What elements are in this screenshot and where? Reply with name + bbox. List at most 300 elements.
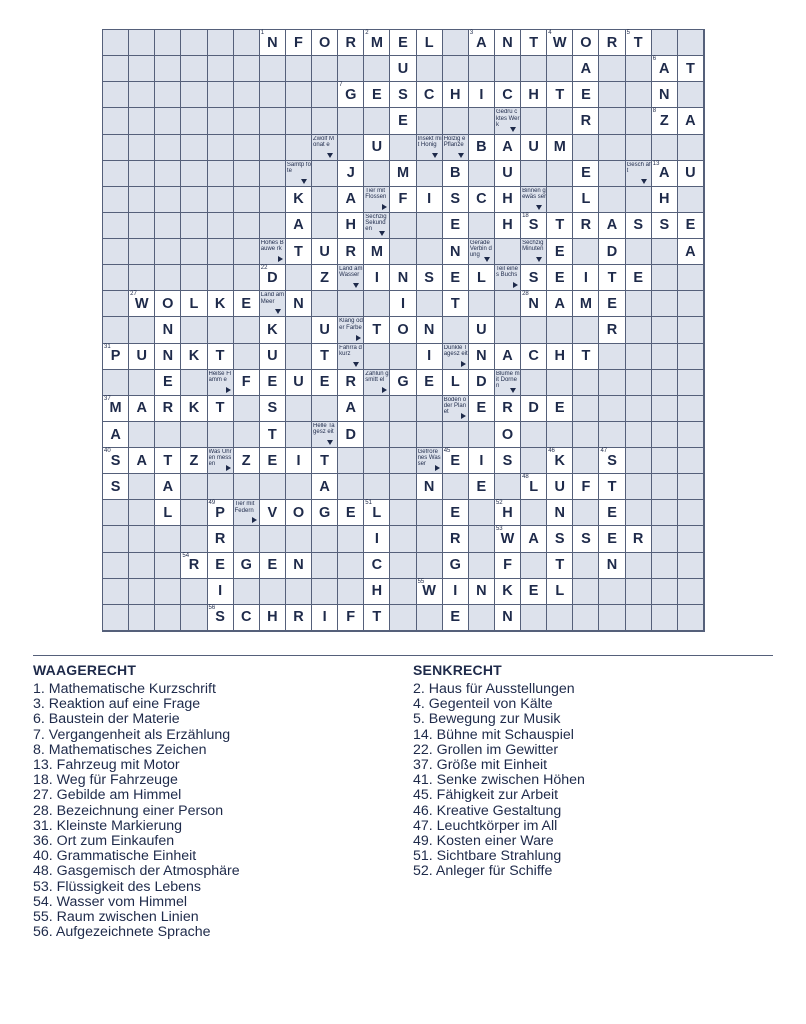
letter: I <box>296 452 301 469</box>
letter-cell[interactable] <box>469 82 495 108</box>
letter: H <box>502 504 513 521</box>
letter-cell[interactable] <box>469 344 495 370</box>
letter-cell[interactable] <box>547 265 573 291</box>
letter-cell[interactable] <box>547 474 573 500</box>
letter-cell[interactable] <box>390 82 416 108</box>
letter-cell[interactable] <box>521 474 547 500</box>
letter-cell[interactable] <box>129 291 155 317</box>
letter-cell[interactable] <box>599 239 625 265</box>
grid-cell-blank <box>599 108 625 134</box>
letter-cell[interactable] <box>547 448 573 474</box>
letter-cell[interactable] <box>390 108 416 134</box>
letter-cell[interactable] <box>129 448 155 474</box>
grid-cell-blank <box>312 579 338 605</box>
grid-cell-blank <box>364 422 390 448</box>
letter-cell[interactable] <box>573 82 599 108</box>
letter-cell[interactable] <box>390 56 416 82</box>
grid-cell-blank <box>390 239 416 265</box>
letter-cell[interactable] <box>234 605 260 631</box>
letter-cell[interactable] <box>103 448 129 474</box>
grid-cell-blank <box>260 108 286 134</box>
grid-cell-blank <box>652 396 678 422</box>
letter-cell[interactable] <box>573 213 599 239</box>
clue-cell-text: Samtp fote <box>286 161 311 174</box>
grid-cell-blank <box>678 605 704 631</box>
letter-cell[interactable] <box>338 30 364 56</box>
letter-cell[interactable] <box>155 448 181 474</box>
grid-cell-blank <box>260 579 286 605</box>
letter-cell[interactable] <box>338 396 364 422</box>
letter-cell[interactable] <box>495 82 521 108</box>
letter-cell[interactable] <box>208 605 234 631</box>
letter-cell[interactable] <box>599 526 625 552</box>
letter-cell[interactable] <box>155 291 181 317</box>
letter-cell[interactable] <box>338 82 364 108</box>
letter-cell[interactable] <box>599 553 625 579</box>
letter-cell[interactable] <box>417 187 443 213</box>
letter-cell[interactable] <box>495 187 521 213</box>
letter-cell[interactable] <box>652 161 678 187</box>
letter-cell[interactable] <box>573 161 599 187</box>
letter-cell[interactable] <box>573 56 599 82</box>
letter-cell[interactable] <box>103 344 129 370</box>
clue-cell <box>260 291 286 317</box>
letter-cell[interactable] <box>469 30 495 56</box>
letter-cell[interactable] <box>678 239 704 265</box>
letter-cell[interactable] <box>469 579 495 605</box>
letter-cell[interactable] <box>181 344 207 370</box>
letter-cell[interactable] <box>599 291 625 317</box>
letter-cell[interactable] <box>181 291 207 317</box>
clue-cell-text: Holzig e Pflanze <box>443 135 466 148</box>
letter-cell[interactable] <box>547 135 573 161</box>
clue-cell-text: Was Uhren messen <box>208 449 232 468</box>
clue-item: 55. Raum zwischen Linien <box>33 909 199 926</box>
letter-cell[interactable] <box>573 474 599 500</box>
letter-cell[interactable] <box>521 526 547 552</box>
letter-cell[interactable] <box>547 30 573 56</box>
letter-cell[interactable] <box>181 396 207 422</box>
letter-cell[interactable] <box>417 474 443 500</box>
letter-cell[interactable] <box>286 370 312 396</box>
letter-cell[interactable] <box>155 396 181 422</box>
clue-number: 51 <box>365 500 372 507</box>
letter-cell[interactable] <box>260 448 286 474</box>
letter-cell[interactable] <box>652 187 678 213</box>
letter: A <box>580 60 592 77</box>
letter-cell[interactable] <box>390 370 416 396</box>
grid-cell-blank <box>234 187 260 213</box>
letter-cell[interactable] <box>286 213 312 239</box>
letter-cell[interactable] <box>443 553 469 579</box>
letter-cell[interactable] <box>652 213 678 239</box>
letter-cell[interactable] <box>626 265 652 291</box>
letter: D <box>606 243 618 260</box>
letter-cell[interactable] <box>521 30 547 56</box>
letter-cell[interactable] <box>129 344 155 370</box>
letter-cell[interactable] <box>364 605 390 631</box>
letter-cell[interactable] <box>338 500 364 526</box>
grid-cell-blank <box>312 213 338 239</box>
letter-cell[interactable] <box>390 291 416 317</box>
letter-cell[interactable] <box>234 448 260 474</box>
arrow-right-icon <box>461 361 466 367</box>
letter-cell[interactable] <box>364 239 390 265</box>
letter-cell[interactable] <box>469 370 495 396</box>
letter-cell[interactable] <box>495 135 521 161</box>
letter: D <box>528 400 539 417</box>
grid-cell-blank <box>208 161 234 187</box>
grid-cell-blank <box>129 553 155 579</box>
letter-cell[interactable] <box>155 474 181 500</box>
letter-cell[interactable] <box>547 344 573 370</box>
letter-cell[interactable] <box>469 396 495 422</box>
letter-cell[interactable] <box>521 344 547 370</box>
grid-cell-blank <box>129 108 155 134</box>
letter-cell[interactable] <box>495 30 521 56</box>
letter-cell[interactable] <box>443 605 469 631</box>
letter-cell[interactable] <box>312 500 338 526</box>
letter-cell[interactable] <box>443 213 469 239</box>
letter-cell[interactable] <box>208 396 234 422</box>
letter-cell[interactable] <box>260 30 286 56</box>
letter: U <box>319 321 330 338</box>
letter-cell[interactable] <box>521 135 547 161</box>
grid-cell-blank <box>390 344 416 370</box>
letter: A <box>502 139 513 156</box>
letter-cell[interactable] <box>312 448 338 474</box>
letter-cell[interactable] <box>208 291 234 317</box>
clue-item: 13. Fahrzeug mit Motor <box>33 757 180 774</box>
letter-cell[interactable] <box>626 213 652 239</box>
grid-cell-blank <box>417 239 443 265</box>
grid-cell-blank <box>338 553 364 579</box>
letter-cell[interactable] <box>547 500 573 526</box>
clue-cell-text: Zwölf Monat e <box>313 135 335 148</box>
letter-cell[interactable] <box>103 422 129 448</box>
letter-cell[interactable] <box>495 422 521 448</box>
letter-cell[interactable] <box>390 30 416 56</box>
letter-cell[interactable] <box>678 161 704 187</box>
letter-cell[interactable] <box>417 265 443 291</box>
grid-cell-blank <box>495 317 521 343</box>
letter-cell[interactable] <box>417 579 443 605</box>
letter-cell[interactable] <box>364 500 390 526</box>
letter-cell[interactable] <box>626 30 652 56</box>
letter: R <box>606 321 618 338</box>
letter: F <box>346 609 356 626</box>
letter-cell[interactable] <box>234 370 260 396</box>
letter-cell[interactable] <box>390 317 416 343</box>
letter-cell[interactable] <box>599 500 625 526</box>
letter-cell[interactable] <box>286 30 312 56</box>
letter-cell[interactable] <box>417 82 443 108</box>
letter-cell[interactable] <box>286 448 312 474</box>
letter-cell[interactable] <box>495 605 521 631</box>
letter-cell[interactable] <box>652 56 678 82</box>
letter-cell[interactable] <box>390 161 416 187</box>
letter: S <box>267 400 278 417</box>
letter: F <box>503 557 512 574</box>
letter-cell[interactable] <box>364 317 390 343</box>
letter-cell[interactable] <box>495 579 521 605</box>
letter-cell[interactable] <box>390 187 416 213</box>
clue-cell <box>417 135 443 161</box>
letter: S <box>633 217 643 234</box>
letter-cell[interactable] <box>155 500 181 526</box>
letter-cell[interactable] <box>495 526 521 552</box>
grid-cell-blank <box>652 500 678 526</box>
clues-down <box>413 662 585 880</box>
letter-cell[interactable] <box>547 291 573 317</box>
grid-cell-blank <box>129 239 155 265</box>
letter: A <box>110 426 121 443</box>
letter-cell[interactable] <box>338 239 364 265</box>
grid-cell-blank <box>417 422 443 448</box>
letter-cell[interactable] <box>364 30 390 56</box>
letter-cell[interactable] <box>573 291 599 317</box>
letter-cell[interactable] <box>260 396 286 422</box>
letter-cell[interactable] <box>208 526 234 552</box>
letter: N <box>293 557 304 574</box>
letter-cell[interactable] <box>599 30 625 56</box>
letter-cell[interactable] <box>573 526 599 552</box>
letter-cell[interactable] <box>181 553 207 579</box>
letter-cell[interactable] <box>338 161 364 187</box>
letter-cell[interactable] <box>103 474 129 500</box>
letter-cell[interactable] <box>495 448 521 474</box>
letter-cell[interactable] <box>469 474 495 500</box>
letter-cell[interactable] <box>599 474 625 500</box>
letter-cell[interactable] <box>417 344 443 370</box>
letter-cell[interactable] <box>443 187 469 213</box>
letter-cell[interactable] <box>260 422 286 448</box>
letter-cell[interactable] <box>103 396 129 422</box>
letter-cell[interactable] <box>286 605 312 631</box>
letter-cell[interactable] <box>547 396 573 422</box>
letter-cell[interactable] <box>234 553 260 579</box>
letter: S <box>607 452 617 469</box>
letter-cell[interactable] <box>155 317 181 343</box>
letter: I <box>218 583 223 600</box>
letter: K <box>554 452 565 469</box>
letter-cell[interactable] <box>521 579 547 605</box>
letter-cell[interactable] <box>652 108 678 134</box>
letter-cell[interactable] <box>573 265 599 291</box>
letter-cell[interactable] <box>573 108 599 134</box>
letter-cell[interactable] <box>443 448 469 474</box>
letter-cell[interactable] <box>364 526 390 552</box>
letter-cell[interactable] <box>573 344 599 370</box>
letter-cell[interactable] <box>599 265 625 291</box>
letter-cell[interactable] <box>443 239 469 265</box>
letter-cell[interactable] <box>599 213 625 239</box>
letter-cell[interactable] <box>547 213 573 239</box>
letter-cell[interactable] <box>573 187 599 213</box>
letter-cell[interactable] <box>312 605 338 631</box>
grid-cell-blank <box>286 474 312 500</box>
letter-cell[interactable] <box>521 291 547 317</box>
letter-cell[interactable] <box>286 291 312 317</box>
letter-cell[interactable] <box>417 317 443 343</box>
letter-cell[interactable] <box>547 239 573 265</box>
letter-cell[interactable] <box>181 448 207 474</box>
letter-cell[interactable] <box>155 344 181 370</box>
letter-cell[interactable] <box>364 579 390 605</box>
letter-cell[interactable] <box>338 370 364 396</box>
letter-cell[interactable] <box>129 396 155 422</box>
letter-cell[interactable] <box>417 370 443 396</box>
letter-cell[interactable] <box>260 605 286 631</box>
letter-cell[interactable] <box>364 82 390 108</box>
letter-cell[interactable] <box>547 553 573 579</box>
letter-cell[interactable] <box>364 135 390 161</box>
letter-cell[interactable] <box>599 317 625 343</box>
letter-cell[interactable] <box>678 56 704 82</box>
letter-cell[interactable] <box>417 30 443 56</box>
grid-cell-blank <box>652 553 678 579</box>
letter-cell[interactable] <box>547 526 573 552</box>
clue-item: 53. Flüssigkeit des Lebens <box>33 878 201 895</box>
letter: U <box>293 374 304 391</box>
letter-cell[interactable] <box>678 108 704 134</box>
grid-cell-blank <box>495 56 521 82</box>
letter: G <box>240 557 252 574</box>
letter-cell[interactable] <box>312 474 338 500</box>
letter-cell[interactable] <box>286 239 312 265</box>
letter-cell[interactable] <box>521 396 547 422</box>
letter-cell[interactable] <box>260 344 286 370</box>
letter-cell[interactable] <box>547 82 573 108</box>
letter-cell[interactable] <box>208 579 234 605</box>
grid-cell-blank <box>181 605 207 631</box>
letter-cell[interactable] <box>443 526 469 552</box>
clue-number: 7 <box>339 82 343 89</box>
letter-cell[interactable] <box>260 265 286 291</box>
letter: R <box>162 400 174 417</box>
letter-cell[interactable] <box>312 265 338 291</box>
arrow-down-icon <box>641 179 647 184</box>
letter-cell[interactable] <box>260 317 286 343</box>
letter-cell[interactable] <box>626 526 652 552</box>
letter-cell[interactable] <box>469 135 495 161</box>
letter-cell[interactable] <box>469 448 495 474</box>
letter-cell[interactable] <box>260 553 286 579</box>
clue-number: 1 <box>260 30 265 36</box>
letter-cell[interactable] <box>599 448 625 474</box>
letter-cell[interactable] <box>443 291 469 317</box>
grid-cell-blank <box>626 605 652 631</box>
letter-cell[interactable] <box>286 553 312 579</box>
grid-cell-blank <box>573 370 599 396</box>
letter-cell[interactable] <box>286 500 312 526</box>
letter-cell[interactable] <box>364 265 390 291</box>
grid-cell-blank <box>208 82 234 108</box>
letter-cell[interactable] <box>443 265 469 291</box>
grid-cell-blank <box>155 30 181 56</box>
clue-number: 54 <box>182 552 190 559</box>
grid-cell-blank <box>652 30 678 56</box>
letter-cell[interactable] <box>390 265 416 291</box>
letter-cell[interactable] <box>495 396 521 422</box>
letter-cell[interactable] <box>521 213 547 239</box>
letter-cell[interactable] <box>521 265 547 291</box>
letter-cell[interactable] <box>443 579 469 605</box>
letter-cell[interactable] <box>495 553 521 579</box>
letter-cell[interactable] <box>208 344 234 370</box>
letter-cell[interactable] <box>312 344 338 370</box>
letter-cell[interactable] <box>443 161 469 187</box>
letter-cell[interactable] <box>443 370 469 396</box>
letter-cell[interactable] <box>312 30 338 56</box>
letter-cell[interactable] <box>312 317 338 343</box>
letter-cell[interactable] <box>495 213 521 239</box>
letter-cell[interactable] <box>312 239 338 265</box>
grid-cell-blank <box>286 56 312 82</box>
letter: K <box>502 583 513 600</box>
letter: S <box>502 452 513 469</box>
grid-cell-blank <box>521 317 547 343</box>
letter-cell[interactable] <box>155 370 181 396</box>
letter-cell[interactable] <box>260 370 286 396</box>
letter-cell[interactable] <box>652 82 678 108</box>
letter: L <box>555 583 565 600</box>
arrow-down-icon <box>536 205 542 210</box>
grid-cell-blank <box>155 187 181 213</box>
clue-cell <box>443 396 469 422</box>
grid-cell-blank <box>129 526 155 552</box>
grid-cell-blank <box>652 422 678 448</box>
letter-cell[interactable] <box>364 553 390 579</box>
grid-cell-blank <box>312 396 338 422</box>
letter-cell[interactable] <box>678 213 704 239</box>
grid-cell-blank <box>234 344 260 370</box>
clue-number: 47 <box>600 448 608 455</box>
grid-cell-blank <box>626 239 652 265</box>
letter-cell[interactable] <box>469 317 495 343</box>
letter-cell[interactable] <box>469 187 495 213</box>
grid-cell-blank <box>181 239 207 265</box>
letter-cell[interactable] <box>312 370 338 396</box>
letter: V <box>267 504 278 521</box>
letter-cell[interactable] <box>495 344 521 370</box>
grid-cell-blank <box>129 187 155 213</box>
letter-cell[interactable] <box>443 500 469 526</box>
letter-cell[interactable] <box>286 187 312 213</box>
letter-cell[interactable] <box>338 213 364 239</box>
letter-cell[interactable] <box>443 82 469 108</box>
letter-cell[interactable] <box>234 291 260 317</box>
letter-cell[interactable] <box>573 30 599 56</box>
arrow-right-icon <box>382 387 387 393</box>
letter-cell[interactable] <box>338 422 364 448</box>
letter-cell[interactable] <box>338 187 364 213</box>
letter-cell[interactable] <box>521 82 547 108</box>
letter-cell[interactable] <box>260 500 286 526</box>
grid-cell-blank <box>652 370 678 396</box>
grid-cell-blank <box>234 474 260 500</box>
letter-cell[interactable] <box>338 605 364 631</box>
letter-cell[interactable] <box>208 500 234 526</box>
grid-cell-blank <box>417 161 443 187</box>
letter-cell[interactable] <box>495 161 521 187</box>
grid-cell-blank <box>234 56 260 82</box>
letter-cell[interactable] <box>208 553 234 579</box>
letter-cell[interactable] <box>495 500 521 526</box>
letter-cell[interactable] <box>469 265 495 291</box>
letter-cell[interactable] <box>547 579 573 605</box>
grid-cell-blank <box>495 239 521 265</box>
